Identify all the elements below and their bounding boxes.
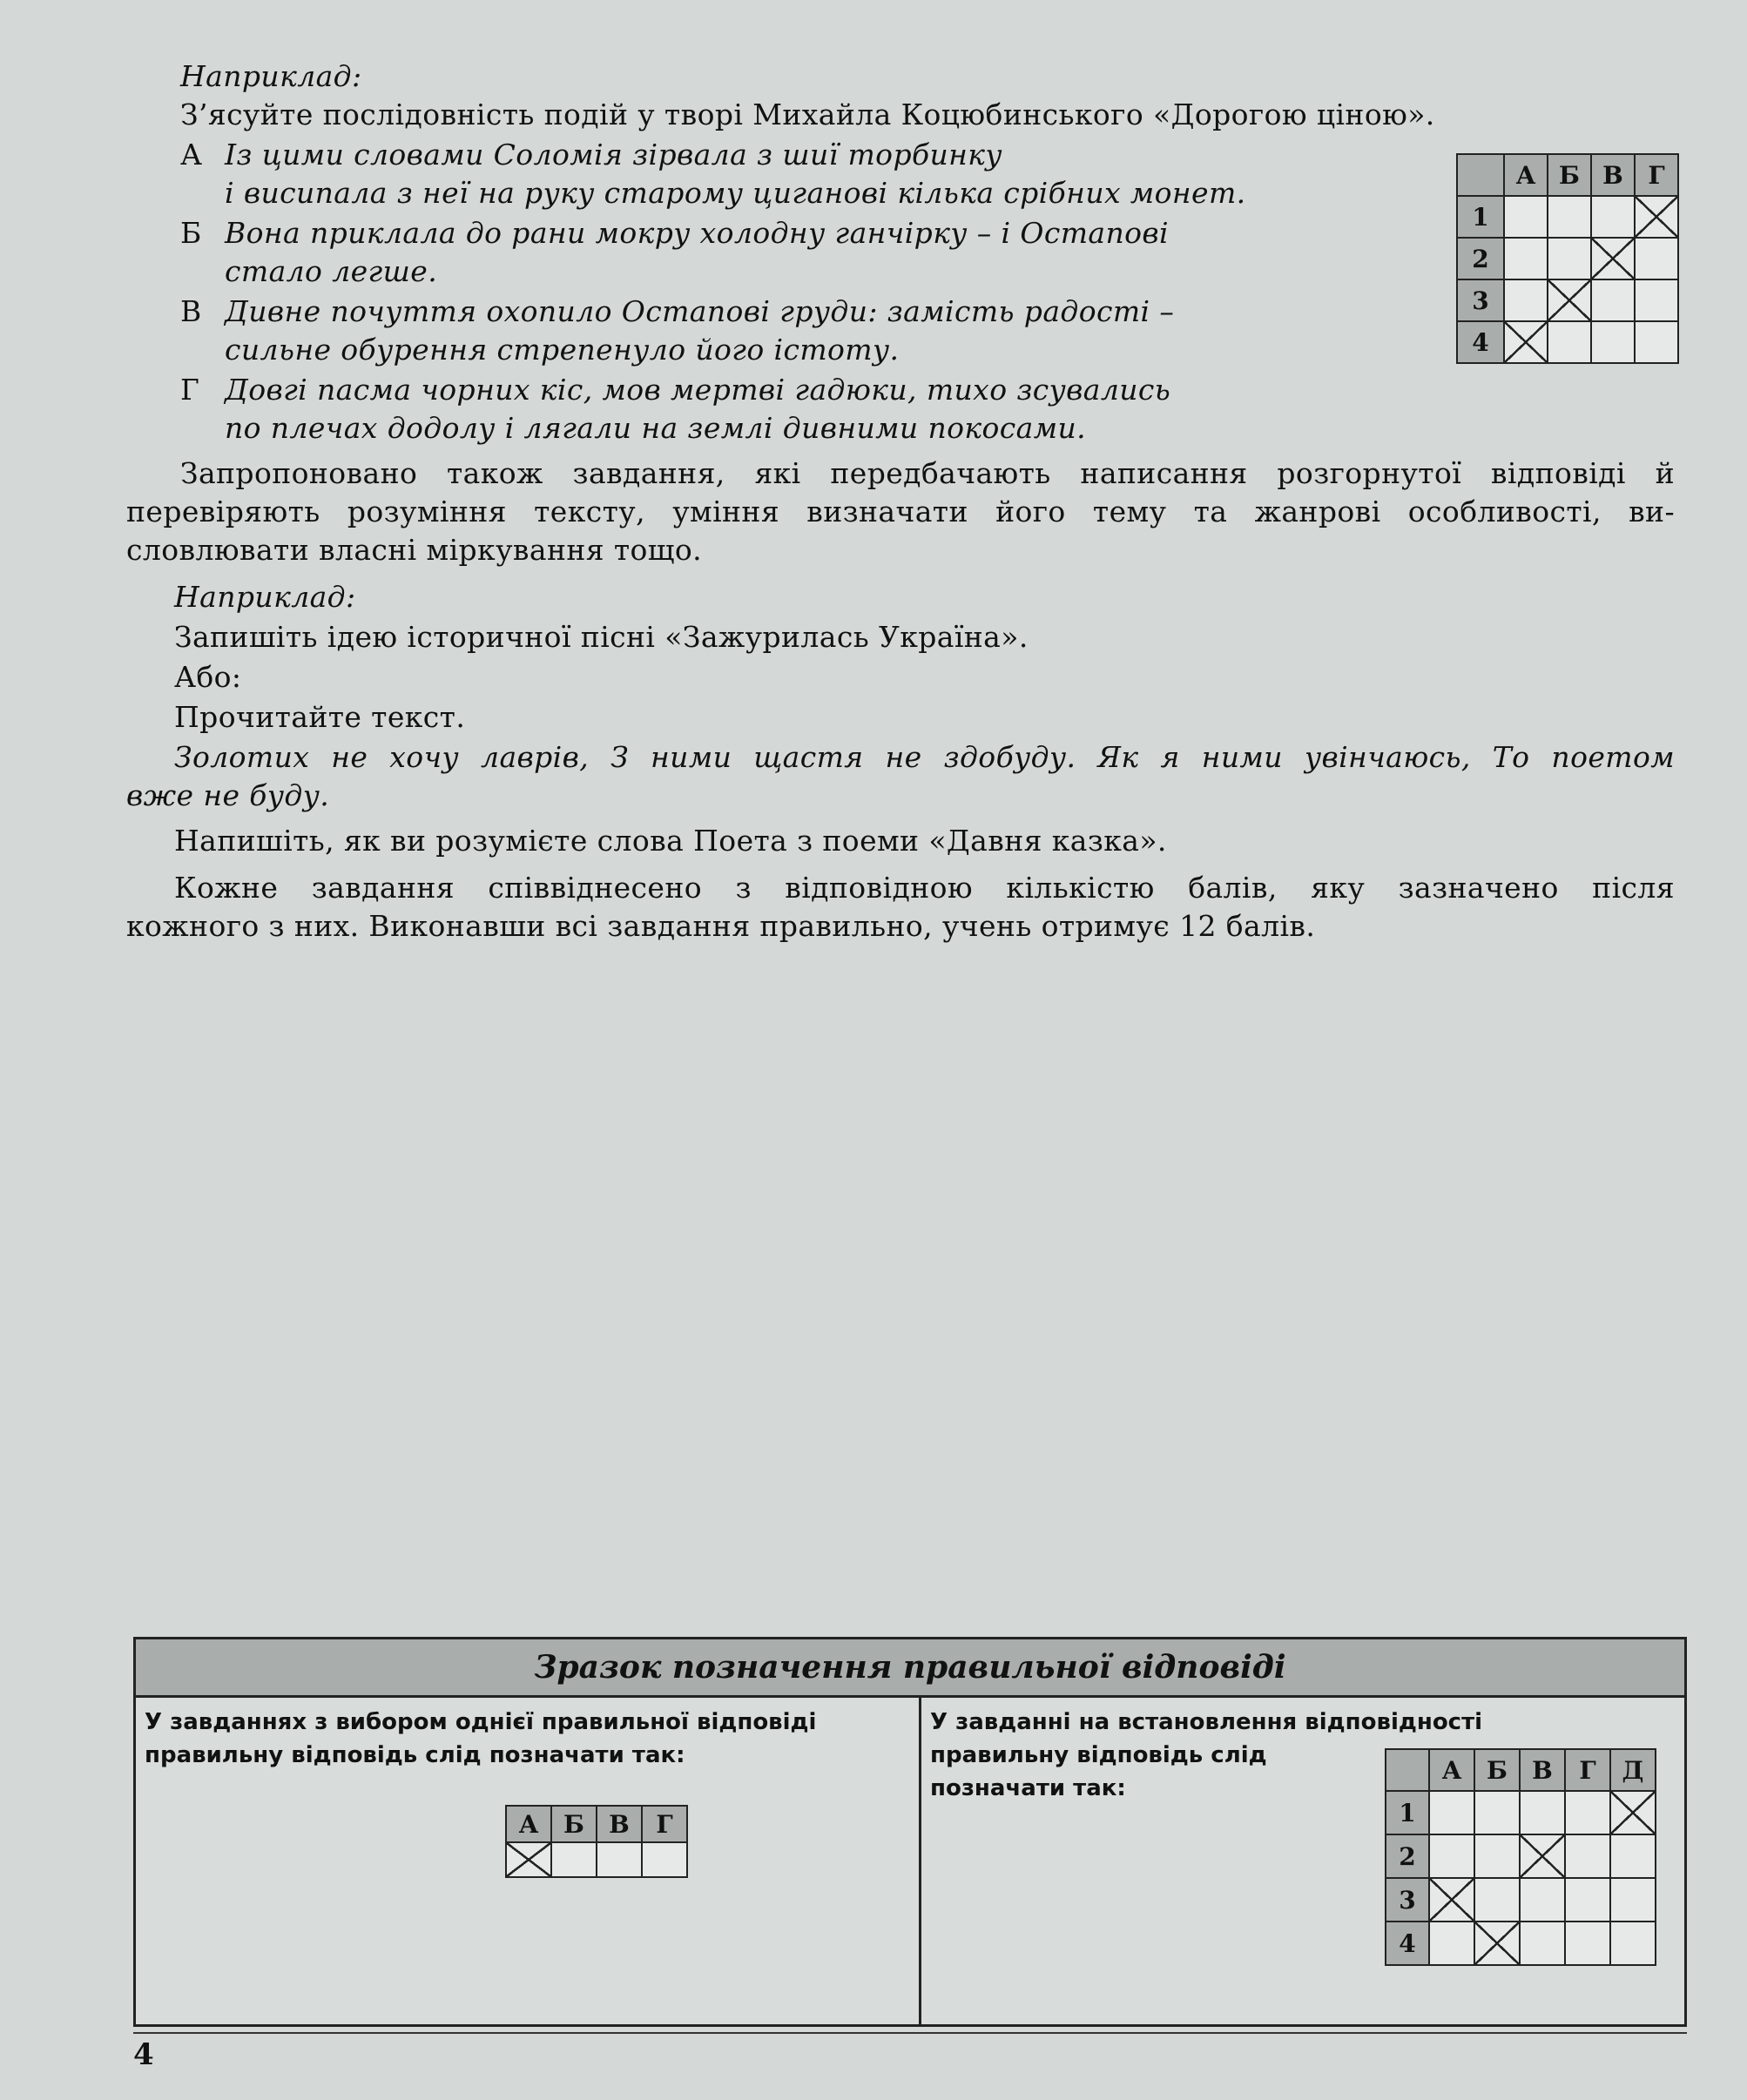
- grid-cell: [1474, 1834, 1520, 1878]
- grid-cell-marked: [1548, 279, 1591, 321]
- grid-cell: [1548, 196, 1591, 238]
- grid-col-header: А: [1429, 1749, 1474, 1791]
- example-read: Прочитайте текст.: [174, 700, 466, 734]
- sample-box-title: Зразок позначення правильної відповіді: [136, 1639, 1684, 1698]
- paragraph-line: словлювати власні міркування тощо.: [126, 533, 703, 567]
- answer-grid-example: [1456, 153, 1679, 364]
- grid-col-header: А: [506, 1806, 551, 1842]
- grid-cell: [1520, 1878, 1565, 1922]
- sample-right-text: позначати так:: [930, 1775, 1126, 1801]
- grid-row-header: 1: [1386, 1791, 1429, 1834]
- grid-cell-marked: [1520, 1834, 1565, 1878]
- grid-cell: [1565, 1791, 1610, 1834]
- grid-cell: [597, 1842, 642, 1877]
- option-text: Вона приклала до рани мокру холодну ганчірку – і Остапові: [225, 216, 1169, 250]
- paragraph-line: перевіряють розуміння тексту, уміння визначати його тему та жанрові особливості, ви-: [126, 495, 1675, 528]
- sample-left-text: правильну відповідь слід позначати так:: [145, 1742, 685, 1768]
- grid-cell: [1635, 238, 1678, 279]
- example-question: Напишіть, як ви розумієте слова Поета з поеми «Давня казка».: [174, 824, 1167, 858]
- grid-col-header: Б: [551, 1806, 597, 1842]
- grid-cell: [551, 1842, 597, 1877]
- grid-cell: [1474, 1878, 1520, 1922]
- grid-cell: [1548, 321, 1591, 363]
- grid-row-header: 2: [1386, 1834, 1429, 1878]
- grid-row-header: 2: [1457, 238, 1504, 279]
- paragraph-line: Кожне завдання співвіднесено з відповідною кількістю балів, яку зазначено після: [174, 871, 1675, 905]
- grid-cell: [1565, 1834, 1610, 1878]
- box-divider: [919, 1698, 921, 2024]
- grid-cell: [1504, 196, 1548, 238]
- grid-cell: [1591, 321, 1635, 363]
- grid-cell: [1565, 1922, 1610, 1965]
- grid-cell: [1610, 1878, 1656, 1922]
- grid-cell-marked: [1635, 196, 1678, 238]
- example-task: З’ясуйте послідовність подій у творі Михайла Коцюбинського «Дорогою ціною».: [180, 98, 1435, 131]
- grid-row-header: 3: [1386, 1878, 1429, 1922]
- sample-right-text: У завданні на встановлення відповідності: [930, 1709, 1483, 1735]
- grid-cell: [1520, 1791, 1565, 1834]
- grid-cell-marked: [1591, 238, 1635, 279]
- grid-row-header: 4: [1457, 321, 1504, 363]
- grid-cell-marked: [1474, 1922, 1520, 1965]
- grid-row-header: 1: [1457, 196, 1504, 238]
- grid-col-header: Б: [1548, 154, 1591, 196]
- grid-cell: [1610, 1834, 1656, 1878]
- grid-cell: [1591, 196, 1635, 238]
- example-task: Запишіть ідею історичної пісні «Зажурилась Україна».: [174, 620, 1029, 654]
- grid-row-header: 3: [1457, 279, 1504, 321]
- option-letter: Г: [180, 373, 199, 407]
- option-letter: А: [180, 138, 202, 172]
- example-or: Або:: [174, 660, 242, 694]
- option-text: Дивне почуття охопило Остапові груди: замість радості –: [225, 294, 1175, 328]
- grid-row-header: 4: [1386, 1922, 1429, 1965]
- page-number: 4: [133, 2037, 154, 2072]
- grid-cell: [1429, 1834, 1474, 1878]
- grid-cell: [1565, 1878, 1610, 1922]
- grid-col-header: А: [1504, 154, 1548, 196]
- option-letter: Б: [180, 216, 202, 250]
- poem-line: Золотих не хочу лаврів, З ними щастя не здобуду. Як я ними увінчаюсь, То поетом: [174, 740, 1675, 774]
- grid-cell: [1610, 1922, 1656, 1965]
- grid-cell: [1429, 1791, 1474, 1834]
- grid-cell: [1504, 238, 1548, 279]
- grid-cell: [1429, 1922, 1474, 1965]
- example-label: Наприклад:: [174, 580, 356, 614]
- grid-col-header: Б: [1474, 1749, 1520, 1791]
- grid-col-header: Д: [1610, 1749, 1656, 1791]
- option-text: сильне обурення стрепенуло його істоту.: [225, 333, 900, 367]
- grid-cell: [1520, 1922, 1565, 1965]
- footer-rule: [133, 2032, 1687, 2034]
- option-text: Із цими словами Соломія зірвала з шиї торбинку: [225, 138, 1002, 172]
- grid-cell: [1504, 279, 1548, 321]
- option-text: по плечах додолу і лягали на землі дивними покосами.: [225, 411, 1086, 445]
- grid-col-header: Г: [1565, 1749, 1610, 1791]
- sample-answer-box: [133, 1637, 1687, 2027]
- grid-cell-marked: [506, 1842, 551, 1877]
- answer-grid-single: [505, 1805, 688, 1878]
- grid-cell: [1591, 279, 1635, 321]
- grid-col-header: Г: [1635, 154, 1678, 196]
- option-text: стало легше.: [225, 254, 438, 288]
- sample-right-text: правильну відповідь слід: [930, 1742, 1267, 1768]
- grid-cell-marked: [1504, 321, 1548, 363]
- grid-col-header: В: [1591, 154, 1635, 196]
- grid-cell: [1635, 279, 1678, 321]
- grid-cell-marked: [1429, 1878, 1474, 1922]
- answer-grid-matching: [1385, 1748, 1656, 1966]
- poem-line: вже не буду.: [126, 778, 330, 812]
- grid-cell: [1548, 238, 1591, 279]
- option-letter: В: [180, 294, 202, 328]
- grid-col-header: В: [597, 1806, 642, 1842]
- example-label: Наприклад:: [180, 59, 362, 93]
- grid-col-header: В: [1520, 1749, 1565, 1791]
- grid-cell: [1474, 1791, 1520, 1834]
- grid-col-header: Г: [642, 1806, 687, 1842]
- paragraph-line: кожного з них. Виконавши всі завдання правильно, учень отримує 12 балів.: [126, 909, 1316, 943]
- grid-cell-marked: [1610, 1791, 1656, 1834]
- grid-cell: [1635, 321, 1678, 363]
- sample-left-text: У завданнях з вибором однієї правильної відповіді: [145, 1709, 817, 1735]
- option-text: Довгі пасма чорних кіс, мов мертві гадюки, тихо зсувались: [225, 373, 1171, 407]
- grid-cell: [642, 1842, 687, 1877]
- paragraph-line: Запропоновано також завдання, які передбачають написання розгорнутої відповіді й: [180, 456, 1675, 490]
- option-text: і висипала з неї на руку старому циганові кілька срібних монет.: [225, 176, 1246, 210]
